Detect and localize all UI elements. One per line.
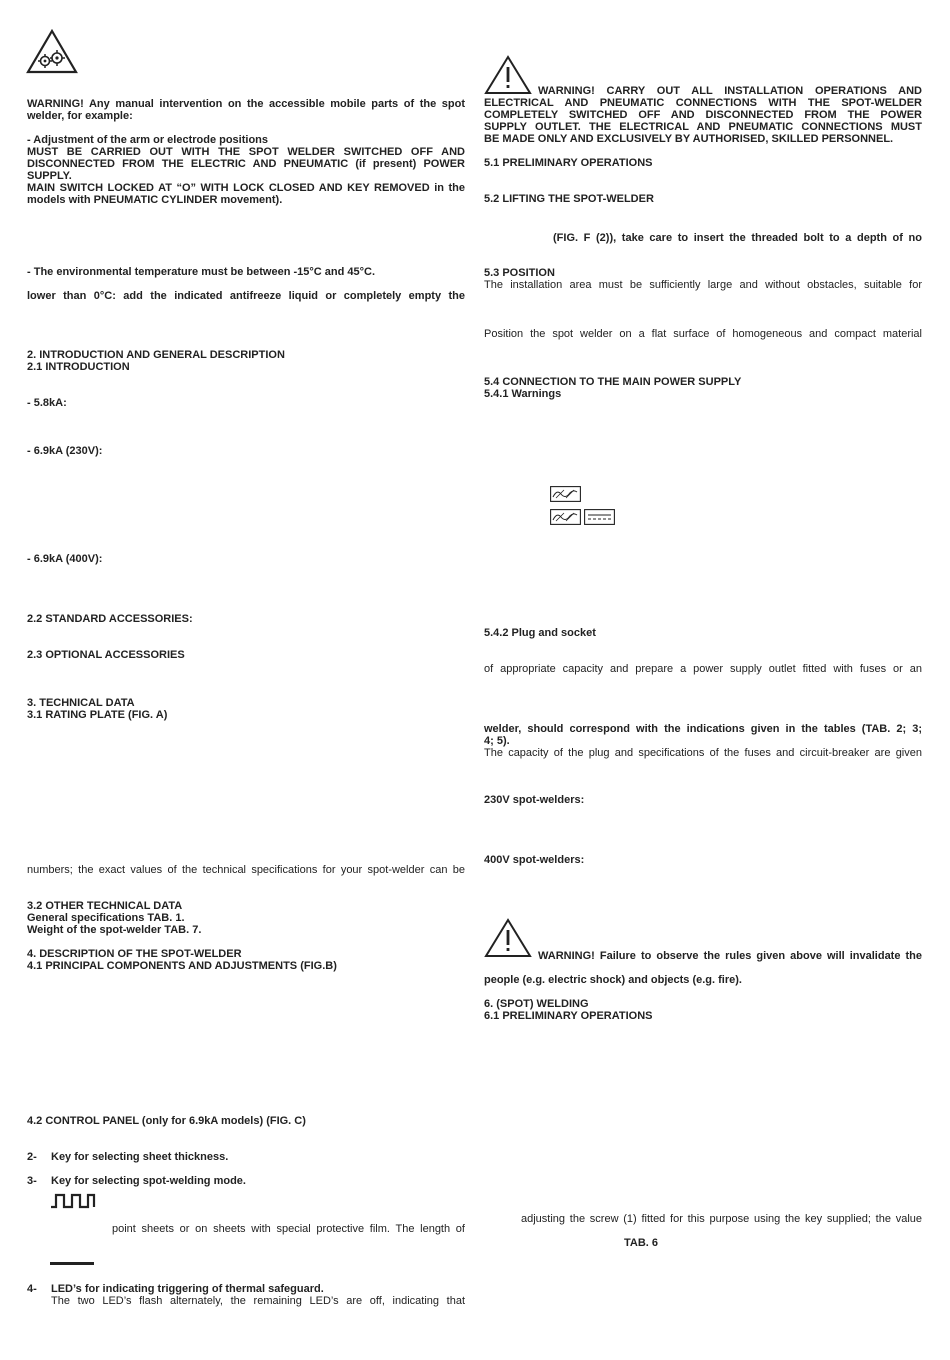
position-text: Position the spot welder on a flat surface of homogeneous and compact material (484, 328, 922, 340)
key-number: 3- (27, 1175, 37, 1187)
lifting-text: (FIG. F (2)), take care to insert the threaded bolt to a depth of no (553, 232, 922, 244)
capacity-text: of appropriate capacity and prepare a power supply outlet fitted with fuses or an (484, 663, 922, 675)
section-heading: 4.2 CONTROL PANEL (only for 6.9kA models) (FIG. C) (27, 1115, 306, 1127)
reference-line: welder, should correspond with the indications given in the tables (TAB. 2; 3; (484, 723, 922, 735)
tables-reference (484, 723, 922, 747)
failure-warning-continued: people (e.g. electric shock) and objects (e.g. fire). (484, 974, 742, 986)
led-title: LED’s for indicating triggering of thermal safeguard. (51, 1283, 324, 1295)
key-number: 4- (27, 1283, 37, 1295)
point-sheets-text: point sheets or on sheets with special protective film. The length of (112, 1223, 465, 1235)
ac-supply-symbol-icon (550, 486, 581, 502)
moving-parts-hazard-icon (26, 29, 78, 74)
section-heading: 4. DESCRIPTION OF THE SPOT-WELDER (27, 948, 242, 960)
hazard-warning-text: WARNING! Any manual intervention on the accessible mobile parts of the spot welder, for example: (27, 98, 465, 122)
section-heading: 6. (SPOT) WELDING (484, 998, 589, 1010)
installation-area-text: The installation area must be sufficiently large and without obstacles, suitable for (484, 279, 922, 291)
switch-off-warning (27, 146, 465, 206)
warning-line: MAIN SWITCH LOCKED AT “O” WITH LOCK CLOSED AND KEY REMOVED in the (27, 182, 465, 194)
section-heading: 3.1 RATING PLATE (FIG. A) (27, 709, 168, 721)
continuous-mode-icon (50, 1262, 94, 1265)
warning-line: models with PNEUMATIC CYLINDER movement). (27, 194, 283, 206)
pulse-mode-icon (50, 1192, 96, 1209)
warning-line: MUST BE CARRIED OUT WITH THE SPOT WELDER SWITCHED OFF AND (27, 146, 465, 158)
failure-warning: WARNING! Failure to observe the rules given above will invalidate the (538, 950, 922, 962)
warning-line: BE MADE ONLY AND EXCLUSIVELY BY AUTHORISED, SKILLED PERSONNEL. (484, 133, 894, 145)
voltage-heading: 400V spot-welders: (484, 854, 585, 866)
section-heading: 5.2 LIFTING THE SPOT-WELDER (484, 193, 654, 205)
section-heading: 2.2 STANDARD ACCESSORIES: (27, 613, 193, 625)
rating-plate-text: numbers; the exact values of the technical specifications for your spot-welder can be (27, 864, 465, 876)
general-specs: General specifications TAB. 1. (27, 912, 185, 924)
key-number: 2- (27, 1151, 37, 1163)
model-item: - 6.9kA (400V): (27, 553, 103, 565)
plug-capacity-text: The capacity of the plug and specifications of the fuses and circuit-breaker are given (484, 747, 922, 759)
warning-triangle-icon (484, 918, 532, 958)
section-heading: 3.2 OTHER TECHNICAL DATA (27, 900, 183, 912)
section-heading: 4.1 PRINCIPAL COMPONENTS AND ADJUSTMENTS (FIG.B) (27, 960, 337, 972)
section-heading: 5.4.1 Warnings (484, 388, 562, 400)
weight-spec: Weight of the spot-welder TAB. 7. (27, 924, 202, 936)
installation-warning (484, 97, 922, 145)
adjusting-text: adjusting the screw (1) fitted for this purpose using the key supplied; the value (521, 1213, 922, 1225)
section-heading: 6.1 PRELIMINARY OPERATIONS (484, 1010, 653, 1022)
section-heading: 2.3 OPTIONAL ACCESSORIES (27, 649, 185, 661)
warning-line: DISCONNECTED FROM THE ELECTRIC AND PNEUMATIC (if present) POWER (27, 158, 465, 170)
section-heading: 5.3 POSITION (484, 267, 555, 279)
dc-output-symbol-icon (584, 509, 615, 525)
warning-line: SUPPLY OUTLET. THE ELECTRICAL AND PNEUMATIC CONNECTIONS MUST (484, 121, 922, 133)
warning-triangle-icon (484, 55, 532, 95)
section-heading: 5.1 PRELIMINARY OPERATIONS (484, 157, 653, 169)
table-label: TAB. 6 (624, 1237, 659, 1249)
section-heading: 2. INTRODUCTION AND GENERAL DESCRIPTION (27, 349, 285, 361)
ac-supply-symbol-icon (550, 509, 581, 525)
warning-line: COMPLETELY SWITCHED OFF AND DISCONNECTED FROM THE POWER (484, 109, 922, 121)
voltage-heading: 230V spot-welders: (484, 794, 585, 806)
warning-line: ELECTRICAL AND PNEUMATIC CONNECTIONS WITH THE SPOT-WELDER (484, 97, 922, 109)
adjustment-item: - Adjustment of the arm or electrode positions (27, 134, 269, 146)
key-description: Key for selecting sheet thickness. (51, 1151, 229, 1163)
antifreeze-line: lower than 0°C: add the indicated antifreeze liquid or completely empty the (27, 290, 465, 302)
reference-line: 4; 5). (484, 735, 510, 747)
section-heading: 5.4.2 Plug and socket (484, 627, 596, 639)
warning-line: SUPPLY. (27, 170, 72, 182)
led-description: The two LED’s flash alternately, the remaining LED’s are off, indicating that (51, 1295, 465, 1307)
key-description: Key for selecting spot-welding mode. (51, 1175, 246, 1187)
environment-temperature: - The environmental temperature must be between -15°C and 45°C. (27, 266, 376, 278)
model-item: - 6.9kA (230V): (27, 445, 103, 457)
section-heading: 2.1 INTRODUCTION (27, 361, 130, 373)
section-heading: 3. TECHNICAL DATA (27, 697, 135, 709)
installation-warning-first-line: WARNING! CARRY OUT ALL INSTALLATION OPERATIONS AND (538, 85, 922, 97)
section-heading: 5.4 CONNECTION TO THE MAIN POWER SUPPLY (484, 376, 742, 388)
model-item: - 5.8kA: (27, 397, 67, 409)
